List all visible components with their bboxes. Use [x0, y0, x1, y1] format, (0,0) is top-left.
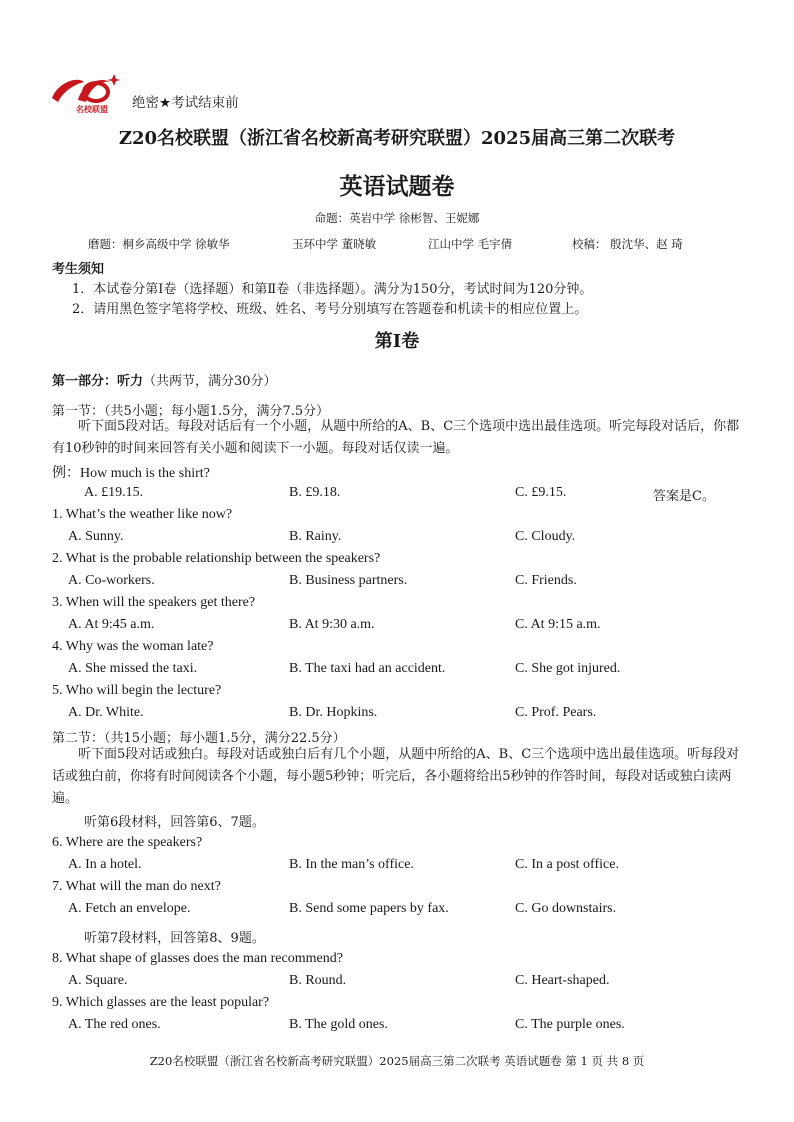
logo-caption: 名校联盟 — [76, 105, 108, 114]
material-7-note: 听第7段材料，回答第8、9题。 — [84, 931, 265, 946]
section2-instruction: 听下面5段对话或独白。每段对话或独白后有几个小题，从题中所给的A、B、C三个选项中选出最佳选项。听每段对话或独白前，你将有时间阅读各个小题，每小题5秒钟；听完后，各小题将给出5秒钟的作答时间，每段对话或独白读两遍。 — [52, 747, 740, 806]
q7-option-a: A. Fetch an envelope. — [68, 901, 191, 916]
q7-option-b: B. Send some papers by fax. — [289, 901, 449, 916]
part1-heading: 第一部分：听力 — [52, 374, 144, 389]
question-8: 8. What shape of glasses does the man recommend? — [52, 951, 343, 966]
notice-heading: 考生须知 — [52, 262, 105, 277]
q9-option-a: A. The red ones. — [68, 1017, 161, 1032]
q5-option-b: B. Dr. Hopkins. — [289, 705, 378, 720]
q4-option-c: C. She got injured. — [515, 661, 621, 676]
question-5: 5. Who will begin the lecture? — [52, 683, 222, 698]
question-6: 6. Where are the speakers? — [52, 835, 203, 850]
subject-title: 英语试题卷 — [339, 173, 455, 200]
section1-heading: 第一节：（共5小题；每小题1.5分，满分7.5分） — [52, 404, 330, 419]
exam-main-title: Z20名校联盟（浙江省名校新高考研究联盟）2025届高三第二次联考 — [118, 128, 676, 149]
q5-option-c: C. Prof. Pears. — [515, 705, 597, 720]
q6-option-a: A. In a hotel. — [68, 857, 142, 872]
example-answer: 答案是C。 — [653, 489, 715, 504]
reviewer-1: 磨题：桐乡高级中学 徐敏华 — [88, 237, 230, 251]
question-2: 2. What is the probable relationship between the speakers? — [52, 551, 381, 566]
section1-instruction: 听下面5段对话。每段对话后有一个小题，从题中所给的A、B、C三个选项中选出最佳选项。听完每段对话后，你都有10秒钟的时间来回答有关小题和阅读下一小题。每段对话仅读一遍。 — [52, 419, 740, 456]
part1-heading-wrap — [52, 370, 277, 389]
volume-title: 第Ⅰ卷 — [374, 331, 420, 352]
example-option-a: A. £19.15. — [84, 485, 144, 500]
example-option-c: C. £9.15. — [515, 485, 567, 500]
section2-heading: 第二节：（共15小题；每小题1.5分，满分22.5分） — [52, 731, 346, 746]
q1-option-a: A. Sunny. — [68, 529, 124, 544]
q9-option-b: B. The gold ones. — [289, 1017, 388, 1032]
part1-heading-note: （共两节，满分30分） — [143, 374, 277, 389]
reviewer-4: 校稿： 殷沈华、赵 琦 — [572, 237, 683, 251]
notice-item-2: 2．请用黑色签字笔将学校、班级、姓名、考号分别填写在答题卷和机读卡的相应位置上。 — [72, 302, 588, 317]
page-footer: Z20名校联盟（浙江省名校新高考研究联盟）2025届高三第二次联考 英语试题卷 第 1 页 共 8 页 — [149, 1054, 645, 1068]
q3-option-c: C. At 9:15 a.m. — [515, 617, 601, 632]
q7-option-c: C. Go downstairs. — [515, 901, 617, 916]
q6-option-c: C. In a post office. — [515, 857, 619, 872]
q8-option-c: C. Heart-shaped. — [515, 973, 610, 988]
q8-option-a: A. Square. — [68, 973, 128, 988]
q4-option-b: B. The taxi had an accident. — [289, 661, 446, 676]
material-6-note: 听第6段材料，回答第6、7题。 — [84, 815, 265, 830]
question-3: 3. When will the speakers get there? — [52, 595, 256, 610]
question-9: 9. Which glasses are the least popular? — [52, 995, 270, 1010]
q9-option-c: C. The purple ones. — [515, 1017, 625, 1032]
q2-option-b: B. Business partners. — [289, 573, 408, 588]
q2-option-c: C. Friends. — [515, 573, 577, 588]
authors-line: 命题：英岩中学 徐彬智、王妮娜 — [314, 211, 480, 225]
q1-option-b: B. Rainy. — [289, 529, 342, 544]
secret-label: 绝密★考试结束前 — [132, 95, 239, 111]
question-4: 4. Why was the woman late? — [52, 639, 214, 654]
q2-option-a: A. Co-workers. — [68, 573, 155, 588]
q4-option-a: A. She missed the taxi. — [68, 661, 198, 676]
example-question: 例：How much is the shirt? — [52, 466, 210, 481]
notice-item-1: 1．本试卷分第Ⅰ卷（选择题）和第Ⅱ卷（非选择题）。满分为150分，考试时间为120分钟。 — [72, 282, 593, 297]
q8-option-b: B. Round. — [289, 973, 347, 988]
q3-option-b: B. At 9:30 a.m. — [289, 617, 375, 632]
example-option-b: B. £9.18. — [289, 485, 341, 500]
q1-option-c: C. Cloudy. — [515, 529, 576, 544]
question-7: 7. What will the man do next? — [52, 879, 221, 894]
q3-option-a: A. At 9:45 a.m. — [68, 617, 155, 632]
q6-option-b: B. In the man’s office. — [289, 857, 414, 872]
school-alliance-logo — [48, 70, 128, 115]
reviewer-3: 江山中学 毛宇倩 — [428, 237, 513, 251]
question-1: 1. What’s the weather like now? — [52, 507, 233, 522]
q5-option-a: A. Dr. White. — [68, 705, 144, 720]
reviewer-2: 玉环中学 董晓敏 — [292, 237, 377, 251]
